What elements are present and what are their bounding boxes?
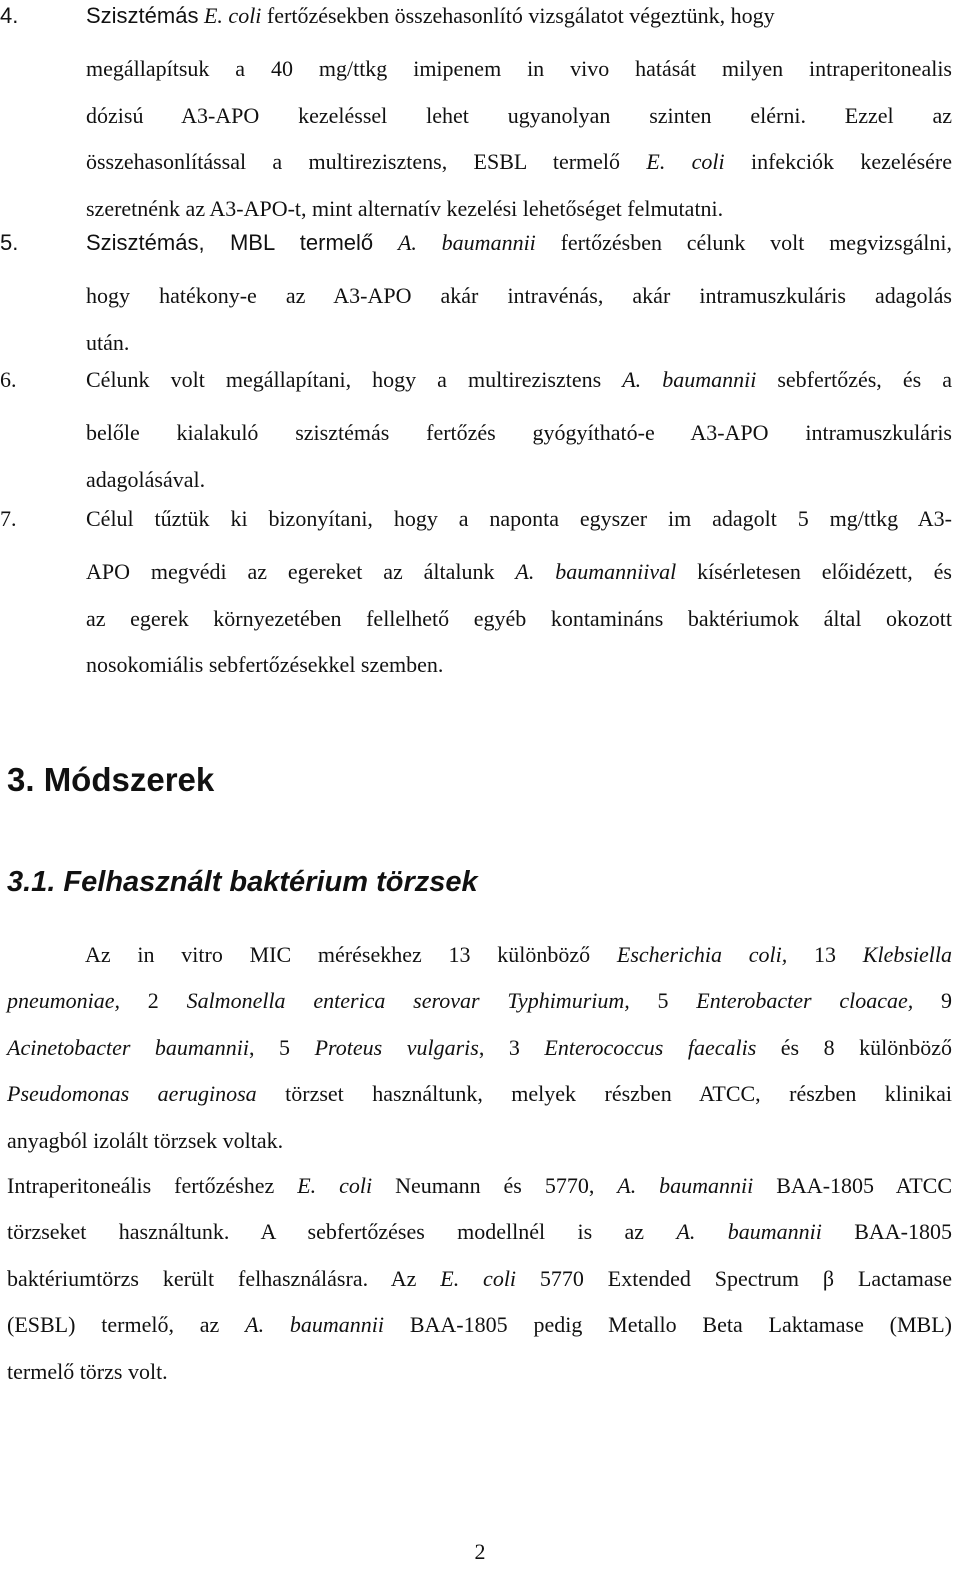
item-line: Szisztémás, MBL termelő A. baumannii fertőzésben célunk volt megvizsgálni, <box>86 230 952 255</box>
item-text <box>86 0 952 232</box>
paragraph-infection-strains <box>7 1163 952 1395</box>
paragraph-line: pneumoniae, 2 Salmonella enterica serovar Typhimurium, 5 Enterobacter cloacae, 9 <box>7 988 952 1014</box>
item-line: az egerek környezetében fellelhető egyéb kontamináns baktériumok által okozott <box>86 605 952 631</box>
paragraph-line: termelő törzs volt. <box>7 1358 168 1384</box>
paragraph-line: törzseket használtunk. A sebfertőzéses modellnél is az A. baumannii BAA-1805 <box>7 1219 952 1245</box>
paragraph-line: baktériumtörzs került felhasználásra. Az E. coli 5770 Extended Spectrum β Lactamase <box>7 1265 952 1291</box>
item-line: APO megvédi az egereket az általunk A. baumanniival kísérletesen előidézett, és <box>86 559 952 584</box>
paragraph-line: (ESBL) termelő, az A. baumannii BAA-1805 pedig Metallo Beta Laktamase (MBL) <box>7 1312 952 1338</box>
item-line: Szisztémás E. coli fertőzésekben összehasonlító vizsgálatot végeztünk, hogy <box>86 3 775 28</box>
item-text <box>86 227 952 366</box>
paragraph-line: Acinetobacter baumannii, 5 Proteus vulgaris, 3 Enterococcus faecalis és 8 különböző <box>7 1034 953 1060</box>
page-number: 2 <box>474 1539 486 1564</box>
item-text <box>86 364 952 503</box>
item-number: 6. <box>0 367 17 392</box>
item-number: 7. <box>0 506 17 531</box>
paragraph-line: Intraperitoneális fertőzéshez E. coli Neumann és 5770, A. baumannii BAA-1805 ATCC <box>7 1173 952 1198</box>
item-line: után. <box>86 329 130 355</box>
item-line: Célunk volt megállapítani, hogy a multirezisztens A. baumannii sebfertőzés, és a <box>86 367 952 392</box>
item-line: belőle kialakuló szisztémás fertőzés gyógyítható-e A3-APO intramuszkuláris <box>86 420 952 445</box>
item-number: 5. <box>0 230 19 255</box>
item-line: hogy hatékony-e az A3-APO akár intravénás, akár intramuszkuláris adagolás <box>86 283 952 308</box>
paragraph-strains-mic <box>7 932 952 1164</box>
item-line: megállapítsuk a 40 mg/ttkg imipenem in vivo hatását milyen intraperitonealis <box>86 56 952 81</box>
paragraph-line: Az in vitro MIC mérésekhez 13 különböző Escherichia coli, 13 Klebsiella <box>85 942 953 967</box>
section-heading-methods: 3. Módszerek <box>7 761 215 798</box>
item-line: nosokomiális sebfertőzésekkel szemben. <box>86 652 444 677</box>
paragraph-line: Pseudomonas aeruginosa törzset használtunk, melyek részben ATCC, részben klinikai <box>7 1081 953 1107</box>
item-line: szeretnénk az A3-APO-t, mint alternatív kezelési lehetőséget felmutatni. <box>86 195 724 221</box>
item-text <box>86 503 952 689</box>
item-line: Célul tűztük ki bizonyítani, hogy a naponta egyszer im adagolt 5 mg/ttkg A3- <box>86 506 952 531</box>
item-number: 4. <box>0 3 19 28</box>
subsection-heading-strains: 3.1. Felhasznált baktérium törzsek <box>7 866 478 898</box>
paragraph-line: anyagból izolált törzsek voltak. <box>7 1127 284 1153</box>
item-line: dózisú A3-APO kezeléssel lehet ugyanolyan szinten elérni. Ezzel az <box>86 102 952 128</box>
item-line: adagolásával. <box>86 466 206 492</box>
item-line: összehasonlítással a multirezisztens, ESBL termelő E. coli infekciók kezelésére <box>86 149 952 174</box>
